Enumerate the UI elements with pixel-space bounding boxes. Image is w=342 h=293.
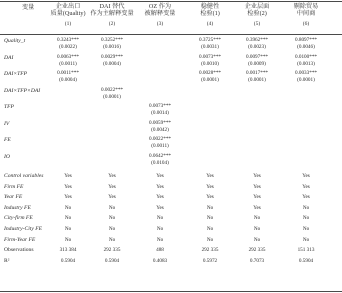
coef-cell: 0.3725*** [198,37,222,43]
control-cell: Yes [253,183,261,190]
header-rule [0,34,342,35]
control-cell: Yes [302,194,310,201]
column-header-line2: 中间商 [296,10,316,17]
coef-cell: 0.0642*** [148,152,172,159]
se-cell: (0.0009) [248,60,266,67]
coef-cell: 0.0097*** [245,53,269,60]
se-cell: (0.0014) [151,110,169,116]
se-cell: (0.0011) [59,60,77,67]
control-cell: Yes [253,194,261,201]
column-header-line1: 企业出口 [55,3,81,10]
coef-cell: 0.3962*** [245,37,269,43]
observations-label: Observations [4,247,34,254]
control-cell: No [253,215,261,222]
coef-cell: 0.0011*** [57,70,79,76]
control-cell: No [302,204,310,211]
control-cell: No [64,226,72,232]
se-cell: (0.0022) [59,44,77,50]
se-cell: (0.0001) [248,77,266,83]
control-label: City-firm FE [4,215,33,222]
control-cell: Yes [206,183,214,190]
coef-cell: 0.0073*** [198,53,222,60]
observations-cell: 292 335 [103,247,121,254]
coef-cell: 0.0022*** [148,136,172,142]
column-number: (2) [108,21,116,27]
control-cell: Yes [156,194,164,201]
control-cell: Yes [206,194,214,201]
bottom-rule [0,291,342,292]
control-cell: Yes [64,183,72,190]
column-header-line1: 企业层面 [244,3,270,10]
column-header-line2: 作为主解释变量 [90,10,134,17]
column-header-line1: OZ 作为 [148,3,172,10]
coef-cell: 0.0059*** [148,119,172,126]
row-label: DAI×TFP [4,71,28,77]
control-cell: Yes [156,183,164,190]
control-label: Industry FE [4,204,31,211]
control-cell: Yes [302,183,310,190]
control-cell: Yes [64,194,72,201]
coef-cell: 0.0028*** [198,70,222,76]
row-label: IO [4,153,10,160]
header-first: 变量 [22,4,35,11]
coef-cell: 0.0063*** [56,53,80,60]
se-cell: (0.0001) [103,93,121,100]
se-cell: (0.0001) [201,77,219,83]
column-header-line1: 剔除贸易 [293,3,319,10]
control-cell: Yes [156,173,164,179]
r2-label: R² [4,257,10,264]
control-cell: No [253,226,261,232]
r2-cell: 0.5972 [202,257,218,264]
control-cell: No [108,204,116,211]
se-cell: (0.0013) [297,60,315,67]
coef-cell: 0.0033*** [294,70,318,76]
coef-cell: 0.3252*** [100,37,124,43]
coef-cell: 0.0029*** [100,53,124,60]
row-label: FE [4,137,11,143]
column-number: (1) [64,21,72,27]
coef-cell: 0.8097*** [294,37,318,43]
row-label: TFP [4,104,14,110]
control-cell: No [108,215,116,222]
control-cell: Yes [156,204,164,211]
control-cell: Yes [108,194,116,201]
coef-cell: 0.0022*** [100,86,124,93]
control-cell: No [156,226,164,232]
top-rule [0,1,342,2]
column-number: (6) [302,21,310,27]
control-label: Firm-Year FE [4,236,36,243]
column-header-line2: 被解释变量 [144,10,176,17]
row-label: IV [4,120,10,127]
se-cell: (0.0010) [201,60,219,67]
r2-cell: 0.7073 [249,257,265,264]
coef-cell: 0.3243*** [56,37,80,43]
row-label: DAI [4,54,14,61]
se-cell: (0.0001) [297,77,315,83]
control-cell: No [206,226,214,232]
control-label: Industry-City FE [4,226,43,232]
se-cell: (0.0023) [248,44,266,50]
control-cell: No [64,236,72,243]
se-cell: (0.0104) [151,159,169,166]
control-cell: Yes [253,204,261,211]
column-header-line2: 检验(2) [247,10,267,17]
coef-cell: 0.0073*** [148,103,172,109]
observations-cell: 151 313 [297,247,315,254]
column-number: (4) [206,21,214,27]
se-cell: (0.0042) [151,126,169,133]
control-cell: No [302,236,310,243]
control-cell: No [302,226,310,232]
r2-cell: 0.5904 [60,257,76,264]
column-header-line2: 检验(1) [200,10,220,17]
control-cell: Yes [108,173,116,179]
control-cell: No [64,204,72,211]
control-cell: No [156,215,164,222]
row-label: Quality_t [4,38,26,44]
column-number: (5) [253,21,261,27]
se-cell: (0.0046) [297,44,315,50]
control-cell: No [156,236,164,243]
control-cell: No [108,226,116,232]
control-label: Firm FE [4,183,24,190]
se-cell: (0.0016) [103,44,121,50]
column-header-line2: 质量(Quality) [50,10,86,17]
control-cell: No [206,236,214,243]
control-cell: Yes [108,183,116,190]
se-cell: (0.0004) [59,77,77,83]
coef-cell: 0.0100*** [294,53,318,60]
control-cell: No [206,215,214,222]
column-header-line1: DAI 替代 [99,3,125,10]
control-cell: No [206,204,214,211]
control-label: Control variables [4,173,44,179]
control-cell: Yes [64,173,72,179]
control-cell: No [64,215,72,222]
control-label: Year FE [4,194,23,201]
observations-cell: 292 335 [201,247,219,254]
r2-cell: 0.4083 [152,257,168,264]
column-header-line1: 稳健性 [200,3,220,10]
column-number: (3) [156,21,164,27]
control-cell: Yes [302,173,310,179]
row-label: DAI×TFP×DAI [4,87,41,94]
observations-cell: 292 335 [248,247,266,254]
control-cell: Yes [253,173,261,179]
control-cell: No [302,215,310,222]
se-cell: (0.0004) [103,60,121,67]
observations-cell: 313 384 [59,247,77,254]
control-cell: No [253,236,261,243]
control-cell: No [108,236,116,243]
observations-cell: 488 [156,247,164,254]
se-cell: (0.0011) [151,143,169,149]
se-cell: (0.0031) [201,44,219,50]
coef-cell: 0.0017*** [245,70,269,76]
control-cell: Yes [206,173,214,179]
r2-cell: 0.5904 [298,257,314,264]
r2-cell: 0.5904 [104,257,120,264]
